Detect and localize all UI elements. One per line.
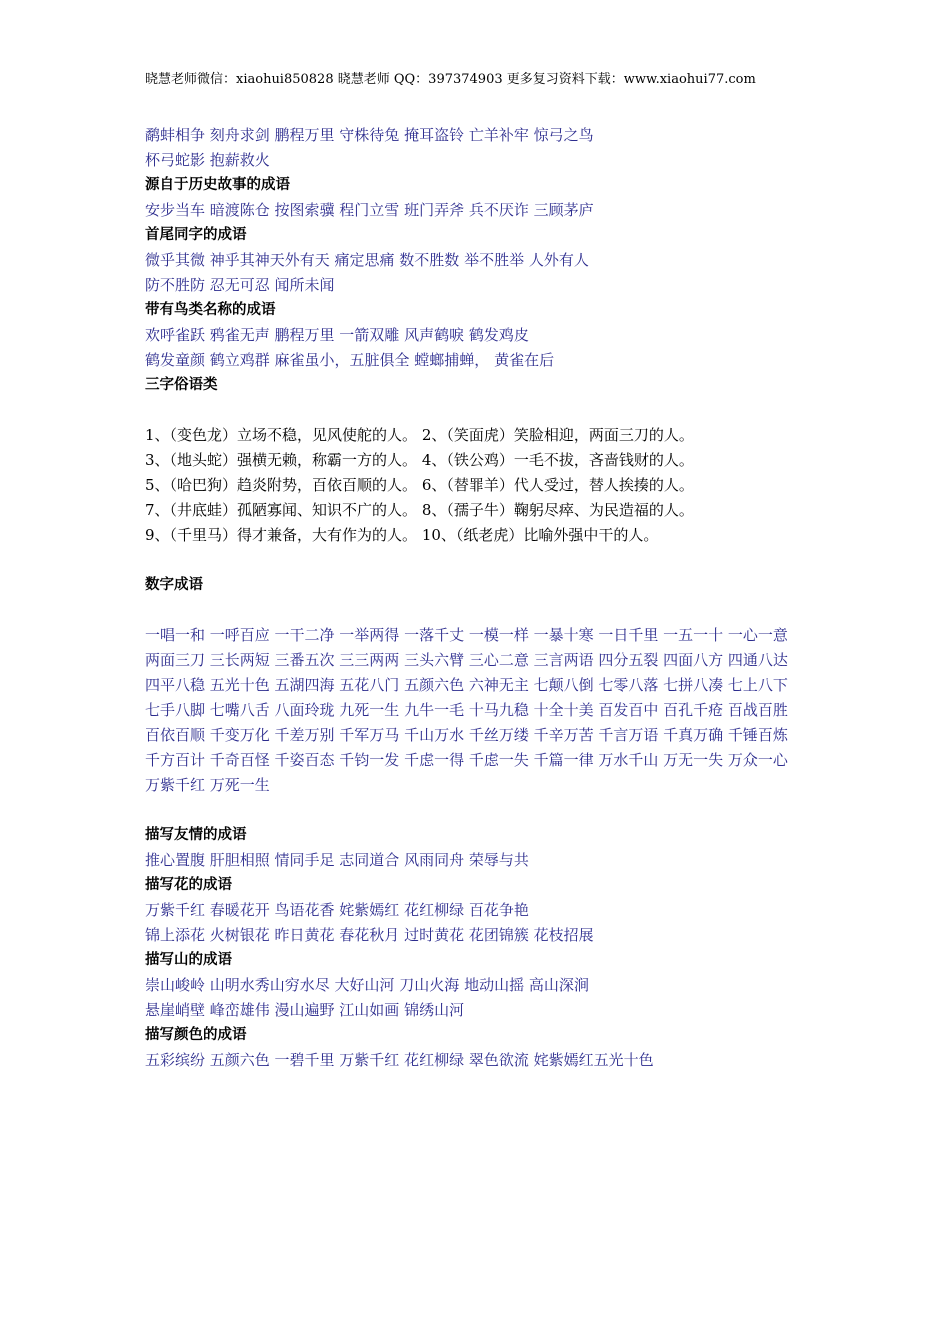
idiom-line: 百依百顺 千变万化 千差万别 千军万马 千山万水 千丝万缕 千辛万苦 千言万语 千真万确 千锤百炼: [145, 726, 788, 744]
idiom-line: 鹤发童颜 鹤立鸡群 麻雀虽小，五脏俱全 螳螂捕蝉， 黄雀在后: [145, 351, 555, 369]
section-heading: 带有鸟类名称的成语: [145, 302, 276, 318]
idiom-line: 四平八稳 五光十色 五湖四海 五花八门 五颜六色 六神无主 七颠八倒 七零八落 七拼八凑 七上八下: [145, 676, 788, 694]
section-heading: 首尾同字的成语: [145, 227, 247, 243]
idiom-line: 崇山峻岭 山明水秀山穷水尽 大好山河 刀山火海 地动山摇 高山深涧: [145, 976, 589, 994]
proverb-line: 7、（井底蛙）孤陋寡闻、知识不广的人。 8、（孺子牛）鞠躬尽瘁、为民造福的人。: [145, 501, 694, 519]
idiom-line: 五彩缤纷 五颜六色 一碧千里 万紫千红 花红柳绿 翠色欲流 姹紫嫣红五光十色: [145, 1051, 654, 1069]
blank-line: [145, 598, 810, 623]
idiom-line: 一唱一和 一呼百应 一干二净 一举两得 一落千丈 一模一样 一暴十寒 一日千里 一五一十 一心一意: [145, 626, 788, 644]
section-heading: 描写颜色的成语: [145, 1027, 247, 1043]
idiom-line: 推心置腹 肝胆相照 情同手足 志同道合 风雨同舟 荣辱与共: [145, 851, 529, 869]
proverb-line: 1、（变色龙）立场不稳，见风使舵的人。 2、（笑面虎）笑脸相迎，两面三刀的人。: [145, 426, 694, 444]
section-heading: 描写友情的成语: [145, 827, 247, 843]
section-heading: 描写山的成语: [145, 952, 232, 968]
document-body: [145, 123, 810, 1073]
section-heading: 源自于历史故事的成语: [145, 177, 290, 193]
idiom-line: 欢呼雀跃 鸦雀无声 鹏程万里 一箭双雕 风声鹤唳 鹤发鸡皮: [145, 326, 529, 344]
idiom-line: 微乎其微 神乎其神天外有天 痛定思痛 数不胜数 举不胜举 人外有人: [145, 251, 589, 269]
proverb-line: 3、（地头蛇）强横无赖，称霸一方的人。 4、（铁公鸡）一毛不拔，吝啬钱财的人。: [145, 451, 694, 469]
page-header: 晓慧老师微信：xiaohui850828 晓慧老师 QQ：397374903 更多复习资料下载：www.xiaohui77.com: [145, 72, 756, 87]
section-heading: 三字俗语类: [145, 377, 218, 393]
idiom-line: 万紫千红 春暖花开 鸟语花香 姹紫嫣红 花红柳绿 百花争艳: [145, 901, 529, 919]
idiom-line: 安步当车 暗渡陈仓 按图索骥 程门立雪 班门弄斧 兵不厌诈 三顾茅庐: [145, 201, 594, 219]
idiom-line: 锦上添花 火树银花 昨日黄花 春花秋月 过时黄花 花团锦簇 花枝招展: [145, 926, 594, 944]
idiom-line: 防不胜防 忍无可忍 闻所未闻: [145, 276, 335, 294]
idiom-line: 悬崖峭壁 峰峦雄伟 漫山遍野 江山如画 锦绣山河: [145, 1001, 465, 1019]
blank-line: [145, 548, 810, 573]
idiom-line: 万紫千红 万死一生: [145, 776, 270, 794]
section-heading: 描写花的成语: [145, 877, 232, 893]
idiom-line: 千方百计 千奇百怪 千姿百态 千钧一发 千虑一得 千虑一失 千篇一律 万水千山 万无一失 万众一心: [145, 751, 788, 769]
idiom-line: 两面三刀 三长两短 三番五次 三三两两 三头六臂 三心二意 三言两语 四分五裂 四面八方 四通八达: [145, 651, 788, 669]
blank-line: [145, 398, 810, 423]
section-heading: 数字成语: [145, 577, 203, 593]
idiom-line: 杯弓蛇影 抱薪救火: [145, 151, 270, 169]
idiom-line: 鹬蚌相争 刻舟求剑 鹏程万里 守株待兔 掩耳盗铃 亡羊补牢 惊弓之鸟: [145, 126, 594, 144]
blank-line: [145, 798, 810, 823]
idiom-line: 七手八脚 七嘴八舌 八面玲珑 九死一生 九牛一毛 十马九稳 十全十美 百发百中 百孔千疮 百战百胜: [145, 701, 788, 719]
proverb-line: 5、（哈巴狗）趋炎附势，百依百顺的人。 6、（替罪羊）代人受过，替人挨揍的人。: [145, 476, 694, 494]
proverb-line: 9、（千里马）得才兼备，大有作为的人。 10、（纸老虎）比喻外强中干的人。: [145, 526, 659, 544]
